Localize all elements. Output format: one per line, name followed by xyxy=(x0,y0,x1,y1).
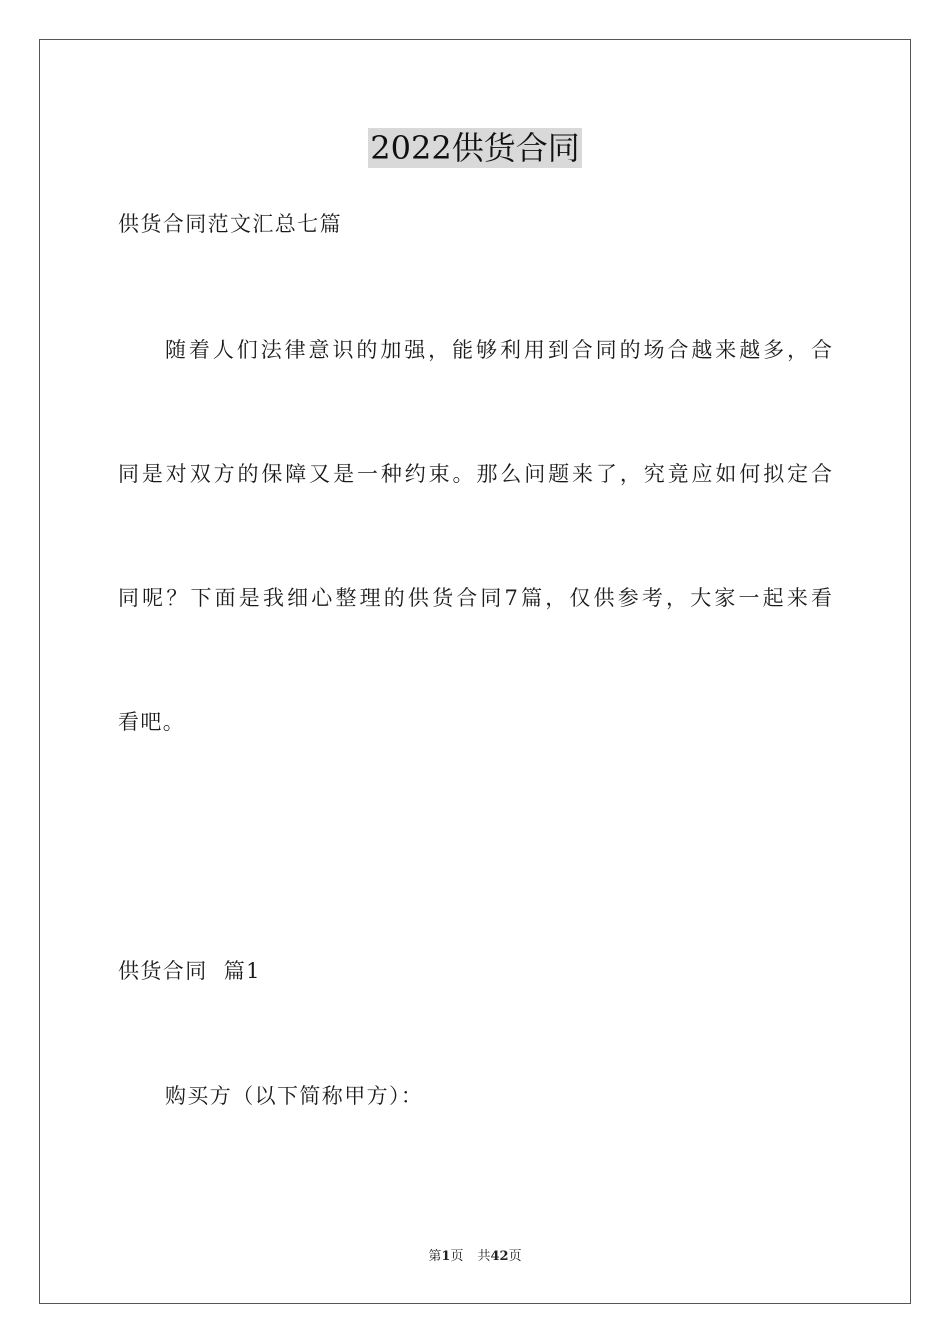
document-subtitle: 供货合同范文汇总七篇 xyxy=(118,212,342,236)
title-container xyxy=(0,128,950,168)
footer-total-pages: 42 xyxy=(490,1249,509,1264)
footer-total-suffix: 页 xyxy=(508,1249,522,1264)
intro-paragraph-line: 同是对双方的保障又是一种约束。那么问题来了，究竟应如何拟定合 xyxy=(118,462,832,486)
section-heading: 供货合同 篇1 xyxy=(118,959,261,983)
intro-paragraph-line: 同呢？下面是我细心整理的供货合同7篇，仅供参考，大家一起来看 xyxy=(118,586,832,610)
buyer-line: 购买方（以下简称甲方）： xyxy=(165,1084,424,1108)
footer-page-number: 1 xyxy=(441,1249,451,1264)
document-title: 2022供货合同 xyxy=(370,129,580,167)
footer-page-prefix: 第 xyxy=(428,1249,442,1264)
footer-page-suffix: 页 xyxy=(450,1249,464,1264)
intro-paragraph-line: 随着人们法律意识的加强，能够利用到合同的场合越来越多，合 xyxy=(165,338,832,362)
page-footer xyxy=(0,1248,950,1266)
footer-total-prefix: 共 xyxy=(477,1249,491,1264)
intro-paragraph-line: 看吧。 xyxy=(118,710,186,734)
